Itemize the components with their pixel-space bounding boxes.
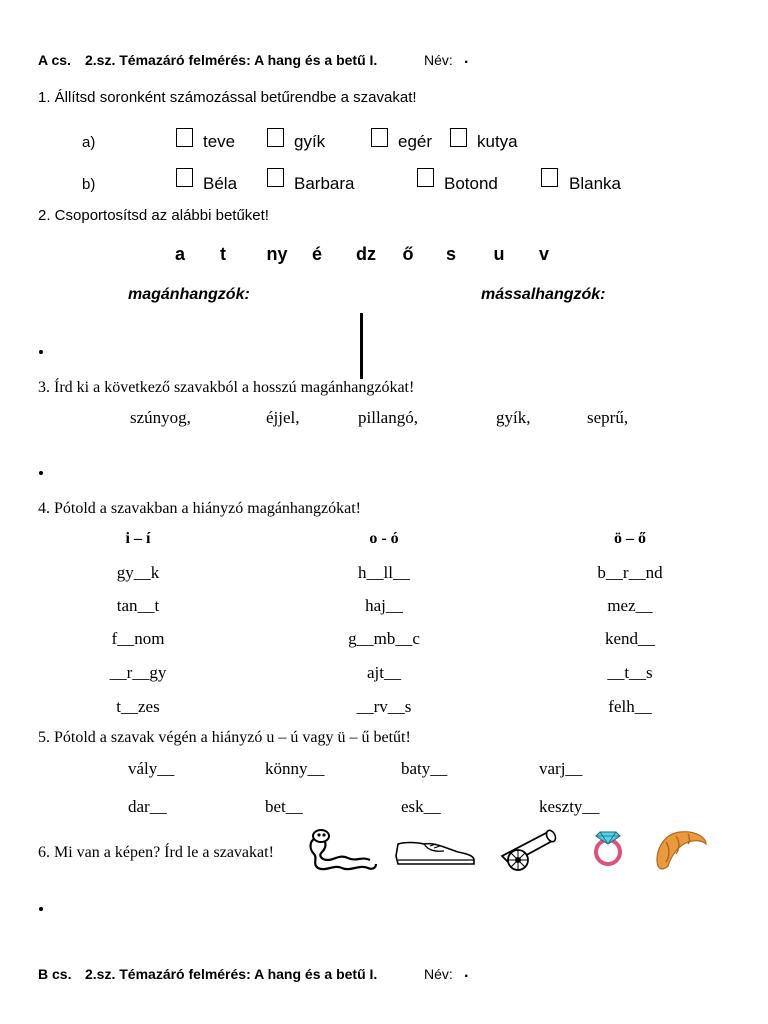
task3-instruction: 3. Írd ki a következő szavakból a hosszú magánhangzókat! bbox=[38, 379, 415, 396]
answer-bullet bbox=[39, 471, 43, 475]
word-item: szúnyog, bbox=[130, 408, 191, 427]
column-header: o - ó bbox=[369, 530, 399, 547]
word-item: pillangó, bbox=[358, 408, 418, 427]
order-box[interactable] bbox=[417, 168, 434, 187]
task4-instruction: 4. Pótold a szavakban a hiányzó magánhangzókat! bbox=[38, 500, 361, 517]
croissant-picture bbox=[652, 826, 708, 870]
word-item: gyík bbox=[294, 132, 326, 151]
gap-word: ajt__ bbox=[367, 663, 401, 682]
group-label: B cs. bbox=[38, 966, 72, 982]
gap-word: baty__ bbox=[401, 759, 448, 778]
letter-item: ny bbox=[266, 244, 288, 264]
gap-word: keszty__ bbox=[539, 797, 600, 816]
gap-word: f__nom bbox=[111, 629, 165, 648]
gap-word: haj__ bbox=[365, 596, 403, 615]
column-header: ö – ő bbox=[614, 530, 646, 547]
word-item: gyík, bbox=[496, 408, 531, 427]
word-item: Blanka bbox=[569, 174, 621, 193]
gap-word: vály__ bbox=[128, 759, 175, 778]
letter-item: s bbox=[445, 244, 456, 264]
page-title: 2.sz. Témazáró felmérés: A hang és a betű I. bbox=[85, 52, 378, 68]
letter-item: v bbox=[538, 244, 549, 264]
answer-bullet bbox=[39, 350, 43, 354]
order-box[interactable] bbox=[450, 128, 467, 147]
word-item: egér bbox=[398, 132, 433, 151]
group-label: A cs. bbox=[38, 52, 71, 68]
word-item: teve bbox=[203, 132, 236, 151]
page-title: 2.sz. Témazáró felmérés: A hang és a betű I. bbox=[85, 966, 378, 982]
word-item: Béla bbox=[203, 174, 238, 193]
order-box[interactable] bbox=[267, 168, 284, 187]
task1-instruction: 1. Állítsd soronként számozással betűrendbe a szavakat! bbox=[38, 89, 417, 106]
word-item: kutya bbox=[477, 132, 518, 151]
order-box[interactable] bbox=[176, 128, 193, 147]
letter-item: dz bbox=[356, 244, 376, 264]
row-a-label: a) bbox=[82, 134, 96, 151]
task5-instruction: 5. Pótold a szavak végén a hiányzó u – ú vagy ü – ű betűt! bbox=[38, 729, 411, 746]
gap-word: bet__ bbox=[265, 797, 303, 816]
task2-instruction: 2. Csoportosítsd az alábbi betűket! bbox=[38, 207, 269, 224]
vowels-heading: magánhangzók: bbox=[128, 286, 250, 303]
name-field[interactable]: . bbox=[464, 964, 469, 981]
gap-word: __t__s bbox=[607, 663, 653, 682]
name-label: Név: bbox=[424, 966, 453, 982]
answer-bullet bbox=[39, 907, 43, 911]
column-header: i – í bbox=[125, 530, 151, 547]
consonants-heading: mássalhangzók: bbox=[481, 286, 606, 303]
gap-word: dar__ bbox=[128, 797, 167, 816]
name-label: Név: bbox=[424, 52, 453, 68]
gap-word: könny__ bbox=[265, 759, 325, 778]
gap-word: esk__ bbox=[401, 797, 441, 816]
shoe-picture bbox=[394, 832, 476, 868]
cannon-picture bbox=[496, 826, 560, 872]
letter-item: u bbox=[493, 244, 505, 264]
word-item: Barbara bbox=[294, 174, 355, 193]
snake-picture bbox=[304, 828, 378, 874]
gap-word: mez__ bbox=[607, 596, 653, 615]
gap-word: felh__ bbox=[608, 697, 652, 716]
letter-item: ő bbox=[402, 244, 414, 264]
order-box[interactable] bbox=[371, 128, 388, 147]
letter-item: t bbox=[220, 244, 226, 264]
task6-instruction: 6. Mi van a képen? Írd le a szavakat! bbox=[38, 844, 274, 861]
gap-word: h__ll__ bbox=[358, 563, 410, 582]
gap-word: tan__t bbox=[116, 596, 160, 615]
gap-word: kend__ bbox=[604, 629, 656, 648]
gap-word: b__r__nd bbox=[597, 563, 663, 582]
letter-item: a bbox=[174, 244, 185, 264]
word-item: seprű, bbox=[587, 408, 629, 427]
order-box[interactable] bbox=[541, 168, 558, 187]
gap-word: t__zes bbox=[116, 697, 160, 716]
letter-item: é bbox=[311, 244, 322, 264]
word-item: éjjel, bbox=[266, 408, 300, 427]
ring-picture bbox=[586, 824, 630, 868]
order-box[interactable] bbox=[267, 128, 284, 147]
row-b-label: b) bbox=[82, 176, 96, 193]
gap-word: varj__ bbox=[539, 759, 583, 778]
name-field[interactable]: . bbox=[464, 50, 469, 67]
gap-word: gy__k bbox=[116, 563, 160, 582]
gap-word: __rv__s bbox=[356, 697, 412, 716]
order-box[interactable] bbox=[176, 168, 193, 187]
gap-word: g__mb__c bbox=[348, 629, 420, 648]
column-divider bbox=[360, 313, 363, 379]
word-item: Botond bbox=[444, 174, 498, 193]
gap-word: __r__gy bbox=[109, 663, 167, 682]
